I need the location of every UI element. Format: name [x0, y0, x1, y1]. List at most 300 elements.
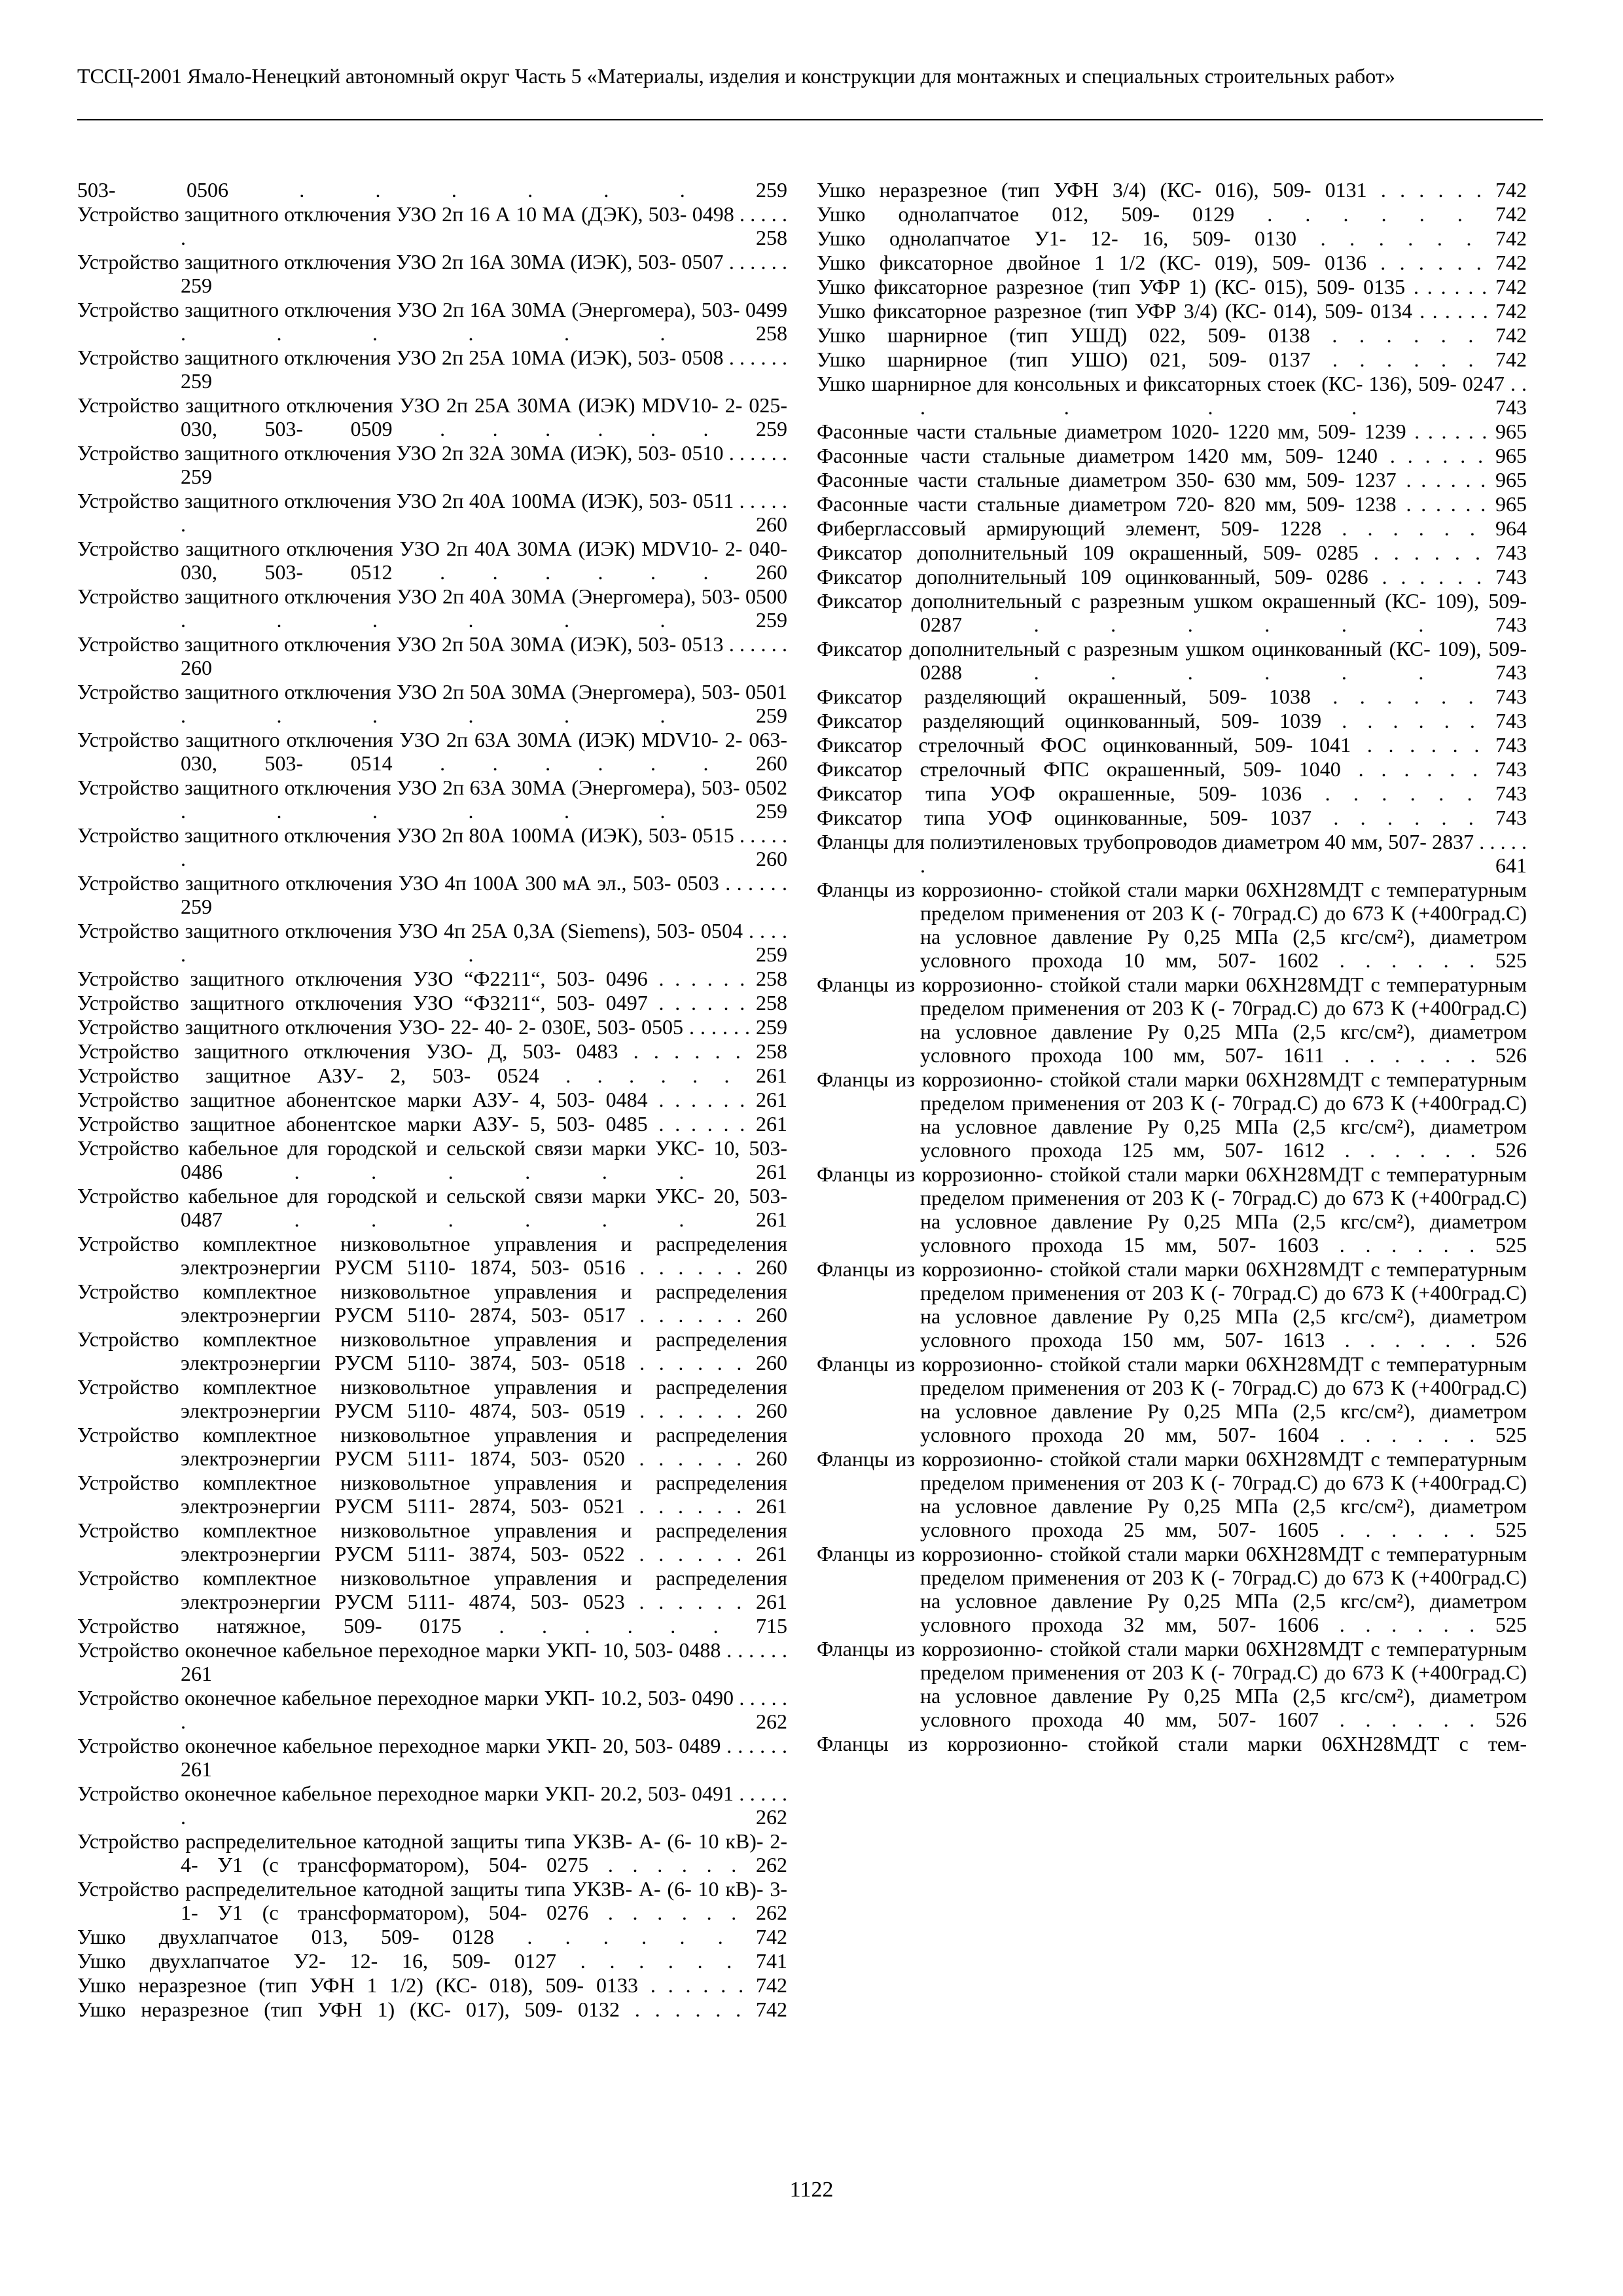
index-entry-page: 743 [1495, 733, 1527, 757]
index-entry [77, 823, 787, 870]
index-entry [817, 973, 1527, 1067]
index-entry-text: Устройство защитного отключения УЗО 2п 50А 30МА (Энергомера), 503- 0501 [77, 680, 787, 704]
index-entry-page: 260 [756, 751, 788, 775]
index-entry-text: Устройство защитного отключения УЗО 2п 40А 30МА (Энергомера), 503- 0500 [77, 584, 787, 608]
index-entry-page: 261 [756, 1112, 788, 1136]
index-entry [817, 226, 1527, 250]
index-entry [817, 420, 1527, 443]
index-entry-text: Устройство натяжное, 509- 0175 [77, 1614, 462, 1638]
index-entry-page: 259 [181, 369, 212, 393]
index-entry-page: 743 [1495, 709, 1527, 732]
leader-dots [580, 1949, 732, 1973]
index-entry-page: 259 [756, 608, 787, 632]
index-entry-text: Устройство оконечное кабельное переходное марки УКП- 20.2, 503- 0491 [77, 1782, 734, 1805]
index-entry [77, 1471, 787, 1518]
index-entry-page: 260 [756, 847, 787, 870]
leader-dots [725, 871, 787, 895]
index-entry-page: 259 [756, 417, 788, 440]
index-entry [77, 1327, 787, 1374]
index-entry [817, 202, 1527, 226]
index-entry [77, 1829, 787, 1876]
index-entry-text: Устройство защитного отключения УЗО 2п 63А 30МА (Энергомера), 503- 0502 [77, 776, 787, 799]
leader-dots [639, 1542, 742, 1566]
index-entry-page: 258 [756, 991, 788, 1014]
index-entry [817, 878, 1527, 972]
index-entry-text: Фиксатор дополнительный с разрезным ушком оцинкованный (КС- 109), 509- 0288 [817, 637, 1527, 684]
index-entry-text: Фланцы из коррозионно- стойкой стали марки 06ХН28МДТ с температурным пределом применения от 203 К (- 70град.С) до 673 К (+400град.С) на условное давление Ру 0,25 МПа (2,5 кгс/см²), диаметром условного прохода 40 мм, 507- 1607 [817, 1637, 1527, 1731]
index-entry-text: Фиксатор типа УОФ окрашенные, 509- 1036 [817, 781, 1302, 805]
leader-dots [294, 1160, 685, 1183]
index-entry-page: 259 [181, 895, 212, 918]
leader-dots [565, 1064, 729, 1087]
index-entry [77, 393, 787, 440]
index-entry-page: 260 [756, 1399, 788, 1422]
index-entry-page: 262 [756, 1710, 787, 1733]
index-entry-page: 261 [756, 1542, 788, 1566]
index-entry-text: Ушко шарнирное (тип УШД) 022, 509- 0138 [817, 323, 1310, 347]
index-entry [817, 251, 1527, 274]
index-entry [817, 1732, 1527, 1755]
index-entry [77, 1015, 787, 1039]
index-entry-page: 743 [1495, 781, 1527, 805]
index-entry-text: Фасонные части стальные диаметром 350- 630 мм, 509- 1237 [817, 468, 1397, 492]
index-entry-text: Устройство защитное абонентское марки АЗУ- 4, 503- 0484 [77, 1088, 648, 1111]
index-entry-text: Устройство защитного отключения УЗО 2п 25А 10МА (ИЭК), 503- 0508 [77, 346, 724, 369]
index-entry-page: 258 [756, 1039, 788, 1063]
leader-dots [527, 1925, 722, 1948]
index-entry-text: Фасонные части стальные диаметром 1420 мм, 509- 1240 [817, 444, 1378, 467]
index-entry-text: Фланцы из коррозионно- стойкой стали марки 06ХН28МДТ с температурным пределом применения от 203 К (- 70град.С) до 673 К (+400град.С) на условное давление Ру 0,25 МПа (2,5 кгс/см²), диаметром условного прохода 32 мм, 507- 1606 [817, 1542, 1527, 1636]
index-entry-text: Фиксатор дополнительный с разрезным ушком окрашенный (КС- 109), 509- 0287 [817, 589, 1527, 636]
index-entry-text: Фасонные части стальные диаметром 720- 820 мм, 509- 1238 [817, 492, 1397, 516]
index-entry [77, 1088, 787, 1111]
index-entry-page: 743 [1495, 660, 1527, 684]
index-entry-page: 260 [181, 656, 212, 679]
index-entry-page: 742 [1495, 251, 1527, 274]
index-entry-text: Устройство комплектное низковольтное управления и распределения электроэнергии РУСМ 5111- 1874, 503- 0520 [77, 1423, 787, 1470]
index-entry [77, 178, 787, 202]
leader-dots [729, 346, 787, 369]
index-entry [817, 830, 1527, 877]
index-entry-page: 260 [756, 512, 787, 536]
index-entry-text: Устройство защитное АЗУ- 2, 503- 0524 [77, 1064, 539, 1087]
leader-dots [1374, 541, 1480, 564]
index-entry [77, 1184, 787, 1231]
leader-dots [608, 1853, 736, 1876]
index-entry [817, 685, 1527, 708]
index-entry [817, 757, 1527, 781]
index-column-left [77, 178, 787, 2022]
index-entry-page: 258 [756, 321, 787, 345]
index-entry [817, 323, 1527, 347]
index-entry-text: Устройство защитного отключения УЗО 2п 80А 100МА (ИЭК), 503- 0515 [77, 823, 734, 847]
leader-dots [1419, 299, 1488, 323]
leader-dots [1342, 709, 1475, 732]
index-entry-text: Устройство распределительное катодной защиты типа УКЗВ- А- (6- 10 кВ)- 3- 1- У1 (с трансформатором), 504- 0276 [77, 1877, 787, 1924]
index-entry-page: 259 [756, 178, 788, 202]
index-entry-text: Устройство защитного отключения УЗО 2п 40А 100МА (ИЭК), 503- 0511 [77, 489, 734, 512]
index-entry [817, 781, 1527, 805]
leader-dots [658, 1088, 745, 1111]
index-entry [77, 584, 787, 632]
leader-dots [659, 967, 745, 990]
index-entry-text: Фланцы из коррозионно- стойкой стали марки 06ХН28МДТ с температурным пределом применения от 203 К (- 70град.С) до 673 К (+400град.С) на условное давление Ру 0,25 МПа (2,5 кгс/см²), диаметром условного прохода 10 мм, 507- 1602 [817, 878, 1527, 972]
index-entry [817, 1637, 1527, 1731]
index-entry-page: 743 [1495, 565, 1527, 588]
index-entry-text: Ушко неразрезное (тип УФН 1 1/2) (КС- 018), 509- 0133 [77, 1973, 638, 1997]
leader-dots [299, 178, 685, 202]
leader-dots [1367, 733, 1479, 757]
leader-dots [1340, 948, 1475, 972]
index-entry-text: Устройство защитного отключения УЗО 2п 25А 30МА (ИЭК) MDV10- 2- 025- 030, 503- 0509 [77, 393, 787, 440]
index-entry-page: 742 [756, 1998, 788, 2021]
index-entry [77, 202, 787, 249]
index-entry-text: Устройство защитного отключения УЗО 4п 100А 300 мА эл., 503- 0503 [77, 871, 719, 895]
leader-dots [1390, 444, 1483, 467]
index-entry-text: Устройство комплектное низковольтное управления и распределения электроэнергии РУСМ 5110- 1874, 503- 0516 [77, 1232, 787, 1279]
leader-dots [726, 1638, 787, 1662]
index-entry [77, 537, 787, 584]
index-entry-text: Устройство защитного отключения УЗО- 22- 40- 2- 030Е, 503- 0505 [77, 1015, 683, 1039]
index-entry-text: Ушко однолапчатое 012, 509- 0129 [817, 202, 1235, 226]
index-entry-text: Фланцы из коррозионно- стойкой стали марки 06ХН28МДТ с температурным пределом применения от 203 К (- 70град.С) до 673 К (+400град.С) на условное давление Ру 0,25 МПа (2,5 кгс/см²), диаметром условного прохода 15 мм, 507- 1603 [817, 1162, 1527, 1257]
index-entry-text: Устройство защитного отключения УЗО 2п 16А 30МА (ИЭК), 503- 0507 [77, 250, 724, 274]
index-entry-text: Фланцы из коррозионно- стойкой стали марки 06ХН28МДТ с температурным пределом применения от 203 К (- 70град.С) до 673 К (+400град.С) на условное давление Ру 0,25 МПа (2,5 кгс/см²), диаметром условного прохода 25 мм, 507- 1605 [817, 1447, 1527, 1541]
leader-dots [1381, 178, 1482, 202]
index-entry-text: Фиксатор разделяющий оцинкованный, 509- 1039 [817, 709, 1322, 732]
index-entry [77, 1232, 787, 1279]
index-entry-page: 526 [1495, 1138, 1527, 1162]
index-entry [77, 1566, 787, 1613]
leader-dots [659, 991, 745, 1014]
index-entry-text: Фасонные части стальные диаметром 1020- 1220 мм, 509- 1239 [817, 420, 1406, 443]
leader-dots [608, 1901, 736, 1924]
index-entry [817, 1067, 1527, 1162]
index-entry-page: 641 [1495, 853, 1527, 877]
index-entry-text: Фиксатор стрелочный ФОС оцинкованный, 509- 1041 [817, 733, 1351, 757]
leader-dots [1414, 420, 1487, 443]
index-entry-page: 259 [756, 942, 787, 966]
leader-dots [181, 608, 666, 632]
leader-dots [1333, 806, 1473, 829]
leader-dots [726, 1734, 787, 1757]
index-entry-text: Устройство оконечное кабельное переходное марки УКП- 20, 503- 0489 [77, 1734, 721, 1757]
leader-dots [1345, 1138, 1476, 1162]
index-entry-page: 259 [181, 274, 212, 297]
index-entry [77, 1280, 787, 1327]
index-entry [817, 468, 1527, 492]
index-entry-text: Ушко шарнирное (тип УШО) 021, 509- 0137 [817, 348, 1311, 371]
leader-dots [1344, 1043, 1475, 1067]
index-entry-page: 743 [1495, 541, 1527, 564]
index-entry-text: Устройство защитного отключения УЗО 2п 16 А 10 МА (ДЭК), 503- 0498 [77, 202, 734, 226]
index-entry-page: 261 [181, 1757, 212, 1781]
index-entry [817, 492, 1527, 516]
index-entry-page: 258 [756, 226, 787, 249]
index-entry-page: 715 [756, 1614, 788, 1638]
index-entry-page: 964 [1495, 516, 1527, 540]
index-column-right [817, 178, 1527, 1756]
leader-dots [1342, 516, 1475, 540]
index-entry [77, 489, 787, 536]
index-entry [77, 1925, 787, 1948]
index-entry-text: Устройство комплектное низковольтное управления и распределения электроэнергии РУСМ 5110- 2874, 503- 0517 [77, 1280, 787, 1327]
leader-dots [1332, 685, 1473, 708]
index-entry-text: Устройство комплектное низковольтное управления и распределения электроэнергии РУСМ 5111- 2874, 503- 0521 [77, 1471, 787, 1518]
index-entry-page: 742 [1495, 299, 1527, 323]
leader-dots [440, 751, 708, 775]
index-entry-page: 742 [1495, 178, 1527, 202]
index-entry-page: 260 [756, 1303, 788, 1327]
index-entry-page: 260 [756, 1446, 788, 1470]
index-entry-text: Ушко двухлапчатое У2- 12- 16, 509- 0127 [77, 1949, 557, 1973]
index-entry-text: Фиберглассовый армирующий элемент, 509- 1228 [817, 516, 1322, 540]
leader-dots [181, 321, 666, 345]
leader-dots [1406, 468, 1486, 492]
leader-dots [1359, 757, 1478, 781]
index-entry [77, 1136, 787, 1183]
index-entry-page: 965 [1495, 468, 1527, 492]
index-entry [817, 637, 1527, 684]
leader-dots [1345, 1328, 1476, 1352]
header-rule [77, 119, 1543, 120]
index-entry [817, 178, 1527, 202]
index-entry-text: Ушко фиксаторное разрезное (тип УФР 1) (КС- 015), 509- 0135 [817, 275, 1406, 298]
index-entry-text: Устройство защитного отключения УЗО- Д, 503- 0483 [77, 1039, 618, 1063]
index-entry [817, 589, 1527, 636]
index-entry-text: Фланцы из коррозионно- стойкой стали марки 06ХН28МДТ с температурным пределом применения от 203 К (- 70град.С) до 673 К (+400град.С) на условное давление Ру 0,25 МПа (2,5 кгс/см²), диаметром условного прохода 100 мм, 507- 1611 [817, 973, 1527, 1067]
leader-dots [1332, 323, 1473, 347]
index-entry-text: Устройство защитного отключения УЗО “Ф2211“, 503- 0496 [77, 967, 648, 990]
leader-dots [1406, 492, 1486, 516]
index-entry-page: 742 [1495, 323, 1527, 347]
leader-dots [635, 1998, 741, 2021]
index-entry-page: 260 [756, 1351, 788, 1374]
index-entry-page: 741 [756, 1949, 788, 1973]
index-entry-page: 525 [1495, 1613, 1527, 1636]
index-entry-text: Устройство защитного отключения УЗО 4п 25А 0,3А (Siemens), 503- 0504 [77, 919, 743, 942]
index-entry-page: 742 [1495, 275, 1527, 298]
index-entry-page: 261 [181, 1662, 212, 1685]
index-entry-text: Фланцы для полиэтиленовых трубопроводов диаметром 40 мм, 507- 2837 [817, 830, 1474, 853]
index-entry-page: 259 [756, 704, 787, 727]
index-entry [817, 1447, 1527, 1541]
leader-dots [1332, 348, 1474, 371]
index-entry-page: 742 [1495, 226, 1527, 250]
index-entry-page: 743 [1495, 757, 1527, 781]
index-entry-page: 261 [756, 1064, 788, 1087]
leader-dots [1034, 660, 1424, 684]
index-entry [77, 1112, 787, 1136]
index-entry-page: 258 [756, 967, 788, 990]
leader-dots [1267, 202, 1463, 226]
index-entry-page: 965 [1495, 444, 1527, 467]
index-entry-page: 259 [181, 465, 212, 488]
index-entry-text: Ушко неразрезное (тип УФН 3/4) (КС- 016), 509- 0131 [817, 178, 1367, 202]
index-entry-page: 259 [756, 799, 787, 823]
leader-dots [1340, 1708, 1475, 1731]
index-entry [77, 967, 787, 990]
leader-dots [639, 1399, 741, 1422]
index-entry [817, 709, 1527, 732]
leader-dots [639, 1303, 741, 1327]
index-entry-text: Устройство кабельное для городской и сельской связи марки УКС- 10, 503- 0486 [77, 1136, 787, 1183]
index-entry [77, 1638, 787, 1685]
index-entry [77, 1614, 787, 1638]
index-entry [77, 1375, 787, 1422]
index-entry [817, 1352, 1527, 1446]
index-entry [817, 372, 1527, 419]
index-entry [817, 516, 1527, 540]
index-entry-page: 526 [1495, 1328, 1527, 1352]
index-entry [817, 348, 1527, 371]
index-entry-page: 965 [1495, 492, 1527, 516]
index-entry [77, 1734, 787, 1781]
index-entry [817, 299, 1527, 323]
leader-dots [1340, 1233, 1475, 1257]
index-entry-page: 526 [1495, 1708, 1527, 1731]
index-entry [817, 275, 1527, 298]
index-entry [77, 776, 787, 823]
index-entry-text: Устройство защитного отключения УЗО 2п 32А 30МА (ИЭК), 503- 0510 [77, 441, 724, 465]
index-entry [77, 1877, 787, 1924]
index-entry-text: Устройство комплектное низковольтное управления и распределения электроэнергии РУСМ 5110- 3874, 503- 0518 [77, 1327, 787, 1374]
leader-dots [1382, 565, 1482, 588]
index-entry [77, 1518, 787, 1566]
index-entry [77, 991, 787, 1014]
index-entry-text: Ушко двухлапчатое 013, 509- 0128 [77, 1925, 495, 1948]
index-entry-page: 742 [756, 1973, 788, 1997]
index-entry-text: Фиксатор стрелочный ФПС окрашенный, 509- 1040 [817, 757, 1341, 781]
leader-dots [729, 250, 787, 274]
index-entry-text: Устройство оконечное кабельное переходное марки УКП- 10.2, 503- 0490 [77, 1686, 734, 1710]
index-entry-text: Фиксатор дополнительный 109 окрашенный, 509- 0285 [817, 541, 1359, 564]
index-entry-page: 260 [756, 560, 788, 584]
index-entry-page: 260 [756, 1255, 788, 1279]
index-entry-text: Устройство защитное абонентское марки АЗУ- 5, 503- 0485 [77, 1112, 648, 1136]
index-entry-text: Ушко шарнирное для консольных и фиксаторных стоек (КС- 136), 509- 0247 [817, 372, 1505, 395]
leader-dots [639, 1255, 741, 1279]
index-entry [817, 444, 1527, 467]
index-entry [77, 728, 787, 775]
index-entry [77, 1686, 787, 1733]
index-entry-text: Устройство комплектное низковольтное управления и распределения электроэнергии РУСМ 5110- 4874, 503- 0519 [77, 1375, 787, 1422]
index-entry [817, 1162, 1527, 1257]
index-entry-page: 742 [756, 1925, 788, 1948]
index-entry-text: Устройство защитного отключения УЗО “Ф3211“, 503- 0497 [77, 991, 648, 1014]
index-entry-text: Фланцы из коррозионно- стойкой стали марки 06ХН28МДТ с температурным пределом применения от 203 К (- 70град.С) до 673 К (+400град.С) на условное давление Ру 0,25 МПа (2,5 кгс/см²), диаметром условного прохода 125 мм, 507- 1612 [817, 1067, 1527, 1162]
index-entry-text: Устройство оконечное кабельное переходное марки УКП- 10, 503- 0488 [77, 1638, 721, 1662]
index-entry-text: Устройство распределительное катодной защиты типа УКЗВ- А- (6- 10 кВ)- 2- 4- У1 (с трансформатором), 504- 0275 [77, 1829, 787, 1876]
index-entry [77, 441, 787, 488]
leader-dots [658, 1112, 745, 1136]
index-entry-text: Фланцы из коррозионно- стойкой стали марки 06ХН28МДТ с температурным пределом применения от 203 К (- 70град.С) до 673 К (+400град.С) на условное давление Ру 0,25 МПа (2,5 кгс/см²), диаметром условного прохода 150 мм, 507- 1613 [817, 1257, 1527, 1352]
index-entry-page: 261 [756, 1590, 788, 1613]
index-entry-page: 743 [1495, 395, 1527, 419]
index-entry-page: 261 [756, 1088, 788, 1111]
index-entry-text: Ушко неразрезное (тип УФН 1) (КС- 017), 509- 0132 [77, 1998, 620, 2021]
index-entry [77, 919, 787, 966]
index-entry-page: 525 [1495, 1423, 1527, 1446]
index-entry-page: 742 [1495, 348, 1527, 371]
index-entry-text: Устройство комплектное низковольтное управления и распределения электроэнергии РУСМ 5111- 4874, 503- 0523 [77, 1566, 787, 1613]
index-entry-text: Фиксатор разделяющий окрашенный, 509- 1038 [817, 685, 1311, 708]
index-entry-text: Устройство комплектное низковольтное управления и распределения электроэнергии РУСМ 5111- 3874, 503- 0522 [77, 1518, 787, 1566]
index-entry [77, 1973, 787, 1997]
index-entry-text: Ушко фиксаторное разрезное (тип УФР 3/4) (КС- 014), 509- 0134 [817, 299, 1412, 323]
index-entry [77, 871, 787, 918]
index-entry-page: 261 [756, 1494, 788, 1518]
index-entry [77, 298, 787, 345]
leader-dots [440, 417, 708, 440]
index-entry-text: 503- 0506 [77, 178, 228, 202]
leader-dots [1414, 275, 1487, 298]
index-entry-text: Ушко однолапчатое У1- 12- 16, 509- 0130 [817, 226, 1297, 250]
index-entry [77, 1998, 787, 2021]
leader-dots [1340, 1518, 1475, 1541]
index-entry [817, 565, 1527, 588]
index-entry [77, 250, 787, 297]
index-entry [77, 1782, 787, 1829]
index-entry-text: Фланцы из коррозионно- стойкой стали марки 06ХН28МДТ с тем- [817, 1732, 1527, 1755]
leader-dots [181, 799, 666, 823]
index-entry-page: 525 [1495, 1233, 1527, 1257]
index-entry-text: Ушко фиксаторное двойное 1 1/2 (КС- 019), 509- 0136 [817, 251, 1366, 274]
leader-dots [1034, 613, 1424, 636]
index-entry-page: 965 [1495, 420, 1527, 443]
index-entry [77, 346, 787, 393]
leader-dots [1380, 251, 1481, 274]
index-entry-page: 261 [756, 1208, 788, 1231]
leader-dots [689, 1015, 750, 1039]
index-entry [817, 806, 1527, 829]
page-number: 1122 [789, 2178, 834, 2202]
index-entry-text: Фиксатор типа УОФ оцинкованные, 509- 1037 [817, 806, 1312, 829]
index-entry [817, 1542, 1527, 1636]
leader-dots [729, 632, 787, 656]
index-entry [77, 680, 787, 727]
leader-dots [639, 1351, 741, 1374]
index-entry [817, 541, 1527, 564]
index-entry-page: 262 [756, 1901, 788, 1924]
index-entry-page: 525 [1495, 948, 1527, 972]
index-entry-page: 743 [1495, 806, 1527, 829]
leader-dots [639, 1446, 742, 1470]
leader-dots [651, 1973, 743, 1997]
index-entry-text: Устройство защитного отключения УЗО 2п 40А 30МА (ИЭК) MDV10- 2- 040- 030, 503- 0512 [77, 537, 787, 584]
index-entry [77, 632, 787, 679]
index-entry-page: 743 [1495, 613, 1527, 636]
index-entry-text: Устройство кабельное для городской и сельской связи марки УКС- 20, 503- 0487 [77, 1184, 787, 1231]
index-entry-text: Устройство защитного отключения УЗО 2п 50А 30МА (ИЭК), 503- 0513 [77, 632, 724, 656]
leader-dots [633, 1039, 741, 1063]
index-entry-text: Устройство защитного отключения УЗО 2п 63А 30МА (ИЭК) MDV10- 2- 063- 030, 503- 0514 [77, 728, 787, 775]
leader-dots [1340, 1423, 1475, 1446]
leader-dots [294, 1208, 685, 1231]
index-entry-page: 262 [756, 1805, 787, 1829]
running-header: ТССЦ-2001 Ямало-Ненецкий автономный округ Часть 5 «Материалы, изделия и конструкции для монтажных и специальных строительных работ» [77, 64, 1395, 88]
index-entry-page: 743 [1495, 685, 1527, 708]
leader-dots [639, 1494, 742, 1518]
leader-dots [499, 1614, 719, 1638]
leader-dots [181, 704, 666, 727]
leader-dots [729, 441, 787, 465]
index-entry-page: 526 [1495, 1043, 1527, 1067]
index-entry-page: 525 [1495, 1518, 1527, 1541]
leader-dots [639, 1590, 742, 1613]
index-entry [817, 733, 1527, 757]
index-entry [77, 1064, 787, 1087]
